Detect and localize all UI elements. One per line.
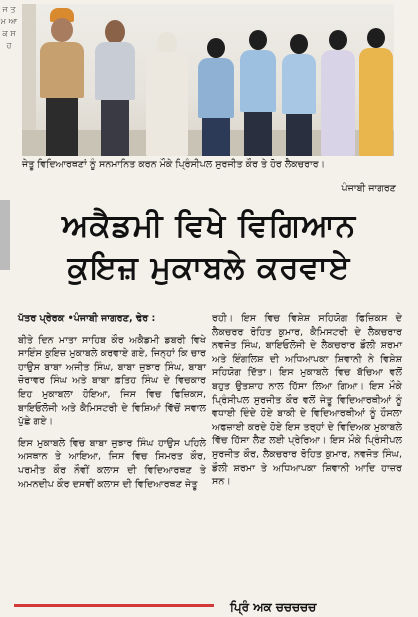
footer-red-rule <box>14 604 214 607</box>
dateline: ਪੱਤਰ ਪ੍ਰੇਰਕ •ਪੰਜਾਬੀ ਜਾਗਰਣ, ਢੇਰ : <box>18 313 156 324</box>
footer-cut-text: ਪ੍ਰਿੰ ਅਕ ਚਚਚਚਚ <box>230 600 317 614</box>
photo-credit: ਪੰਜਾਬੀ ਜਾਗਰਣ <box>341 183 396 194</box>
person-figure <box>238 16 278 156</box>
margin-bar <box>0 200 10 270</box>
article-headline <box>18 205 400 289</box>
paragraph: ਰਹੀ। ਇਸ ਵਿਚ ਵਿਸ਼ੇਸ਼ ਸਹਿਯੋਗ ਫਿਜ਼ਿਕਸ ਦੇ ਲੈਕਚਰਰ ਰੋਹਿਤ ਕੁਮਾਰ, ਕੈਮਿਸਟਰੀ ਦੇ ਲੈਕਚਰਾਰ ਨਵਜੋਤ ਸਿੰਘ, ਬਾਇਓਲੋਜੀ ਦੇ ਲੈਕਚਰਾਰ ਡੌਲੀ ਸ਼ਰਮਾ ਅਤੇ ਇੰਗਲਿਸ਼ ਦੀ ਅਧਿਆਪਕਾ ਸ਼ਿਵਾਨੀ ਨੇ ਵਿਸ਼ੇਸ਼ ਸਹਿਯੋਗ ਦਿੱਤਾ। ਇਸ ਮੁਕਾਬਲੇ ਵਿਚ ਬੱਚਿਆ ਵਲੋਂ ਬਹੁਤ ਉਤਸ਼ਾਹ ਨਾਲ ਹਿੱਸਾ ਲਿਆ ਗਿਆ। ਇਸ ਮੌਕੇ ਪ੍ਰਿੰਸੀਪਲ ਸੁਰਜੀਤ ਕੌਰ ਵਲੋਂ ਜੇਤੂ ਵਿਦਿਆਰਥੀਆਂ ਨੂੰ ਵਧਾਈ ਦਿੰਦੇ ਹੋਏ ਬਾਕੀ ਦੇ ਵਿਦਿਆਰਥੀਆਂ ਨੂੰ ਹੌਸਲਾ ਅਫਜ਼ਾਈ ਕਰਦੇ ਹੋਏ ਇਸ ਤਰ੍ਹਾਂ ਦੇ ਵਿਦਿਅਕ ਮੁਕਾਬਲੇ ਵਿੱਚ ਹਿੱਸਾ ਲੈਣ ਲਈ ਪ੍ਰੇਰਿਆ। ਇਸ ਮੌਕੇ ਪ੍ਰਿੰਸੀਪਲ ਸੁਰਜੀਤ ਕੌਰ, ਲੈਕਚਰਾਰ ਰੋਹਿਤ ਕੁਮਾਰ, ਨਵਜੋਤ ਸਿੰਘ, ਡੌਲੀ ਸ਼ਰਮਾ ਤੇ ਅਧਿਆਪਕਾ ਸ਼ਿਵਾਨੀ ਆਦਿ ਹਾਜ਼ਰ ਸਨ। <box>212 313 402 488</box>
person-figure <box>144 16 190 156</box>
person-figure <box>196 20 236 156</box>
person-figure <box>320 16 356 156</box>
paragraph: ਇਸ ਮੁਕਾਬਲੇ ਵਿਚ ਬਾਬਾ ਜੁਝਾਰ ਸਿੰਘ ਹਾਉਸ ਪਹਿਲੇ ਅਸਥਾਨ ਤੇ ਆਇਆ, ਜਿਸ ਵਿਚ ਸਿਮਰਤ ਕੌਰ, ਪਰਮੀਤ ਕੌਰ ਨੌਵੀਂ ਕਲਾਸ ਦੀ ਵਿਦਿਆਰਥਣ ਤੇ ਅਮਨਦੀਪ ਕੌਰ ਦਸਵੀਂ ਕਲਾਸ ਦੀ ਵਿਦਿਆਰਥਣ ਜੇਤੂ <box>18 437 206 490</box>
headline-line-2: ਕੁਇਜ਼ ਮੁਕਾਬਲੇ ਕਰਵਾਏ <box>67 250 351 286</box>
photo-caption: ਜੇਤੂ ਵਿਦਿਆਰਥਣਾਂ ਨੂੰ ਸਨਮਾਨਿਤ ਕਰਨ ਮੌਕੇ ਪ੍ਰਿੰਸੀਪਲ ਸੁਰਜੀਤ ਕੌਰ ਤੇ ਹੋਰ ਲੈਕਚਰਾਰ। <box>22 159 326 170</box>
news-photo <box>22 4 394 156</box>
paragraph: ਬੀਤੇ ਦਿਨ ਮਾਤਾ ਸਾਹਿਬ ਕੌਰ ਅਕੈਡਮੀ ਡਬਰੀ ਵਿਖੇ ਸਾਇੰਸ ਕੁਇਜ਼ ਮੁਕਾਬਲੇ ਕਰਵਾਏ ਗਏ, ਜਿਨ੍ਹਾਂ ਕਿ ਚਾਰ ਹਾਉਸ ਬਾਬਾ ਅਜੀਤ ਸਿੰਘ, ਬਾਬਾ ਜੁਝਾਰ ਸਿੰਘ, ਬਾਬਾ ਜ਼ੋਰਾਵਰ ਸਿੰਘ ਅਤੇ ਬਾਬਾ ਫ਼ਤਿਹ ਸਿੰਘ ਦੇ ਵਿਚਕਾਰ ਇਹ ਮੁਕਾਬਲਾ ਹੋਇਆ, ਜਿਸ ਵਿਚ ਫਿਜ਼ਿਕਸ, ਬਾਇਓਲੋਜੀ ਅਤੇ ਕੈਮਿਸਟਰੀ ਦੇ ਵਿਸ਼ਿਆਂ ਵਿੱਚੋਂ ਸਵਾਲ ਪੁੱਛੇ ਗਏ। <box>18 334 206 428</box>
headline-line-1: ਅਕੈਡਮੀ ਵਿਖੇ ਵਿਗਿਆਨ <box>61 208 357 244</box>
person-figure <box>36 8 86 156</box>
person-figure <box>92 10 138 156</box>
article-column-right <box>212 312 402 497</box>
page-edge-text: ਜ ਤ ਮ ਆ ਕ ਸ ਹ <box>0 5 18 50</box>
article-column-left <box>18 312 206 499</box>
person-figure <box>280 18 318 156</box>
person-figure <box>358 16 394 156</box>
